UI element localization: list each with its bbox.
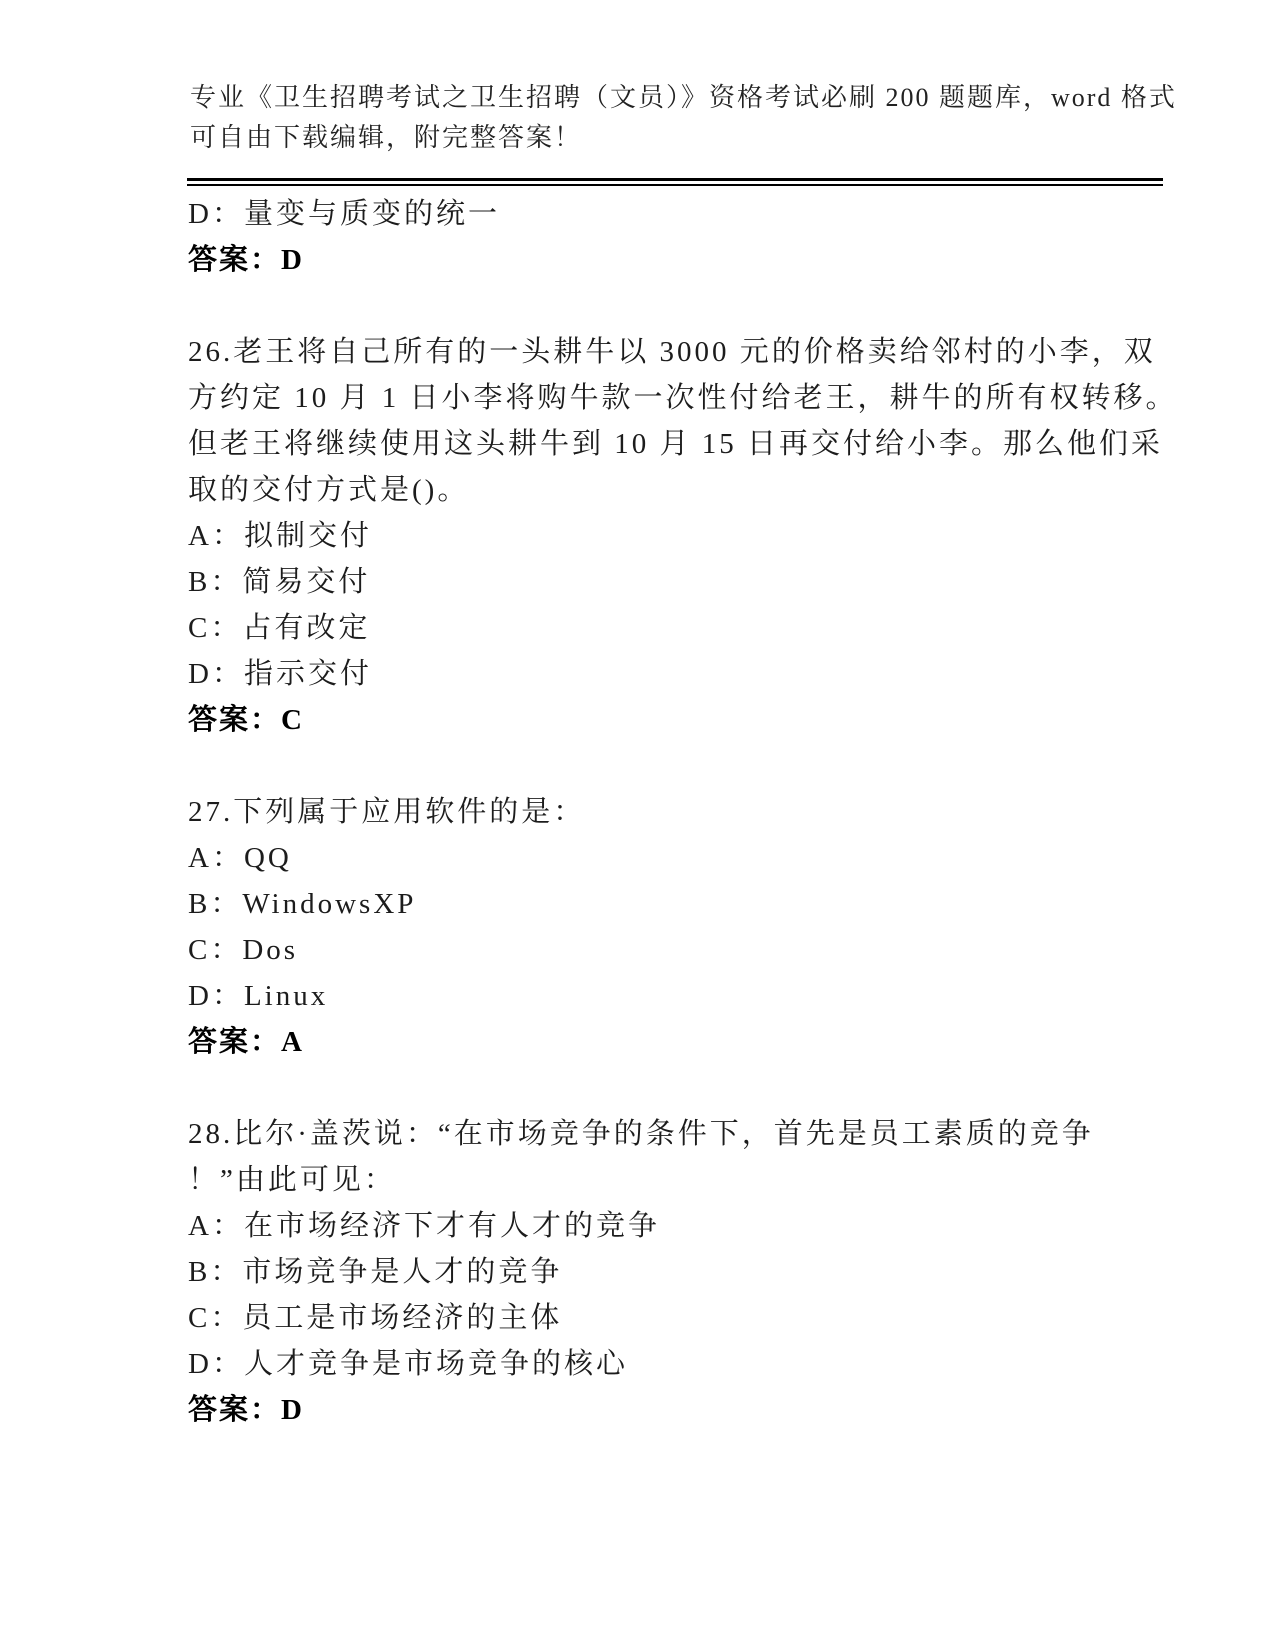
blank-line: [188, 1065, 1188, 1111]
question-26-stem-line-1: 26.老王将自己所有的一头耕牛以 3000 元的价格卖给邻村的小李，双: [188, 336, 1156, 368]
answer-line: 答案：D: [188, 244, 304, 276]
question-27-option-line-4: D：Linux: [188, 980, 329, 1012]
question-28-option-line-1: A：在市场经济下才有人才的竞争: [188, 1210, 660, 1242]
question-26-option-line-1: A：拟制交付: [188, 520, 372, 552]
question-28-option-line-3: C：员工是市场经济的主体: [188, 1302, 563, 1334]
question-26-option-line-4: D：指示交付: [188, 658, 372, 690]
question-26-stem-line-4: 取的交付方式是()。: [188, 474, 470, 506]
carryover-option-line: D：量变与质变的统一: [188, 198, 500, 230]
question-27-stem-line-1: 27.下列属于应用软件的是：: [188, 796, 586, 828]
answer-line: 答案：D: [188, 1394, 304, 1426]
question-26-option-line-3: C：占有改定: [188, 612, 371, 644]
page-header: [190, 78, 1177, 158]
answer-line: 答案：A: [188, 1026, 304, 1058]
question-28-option-line-4: D：人才竞争是市场竞争的核心: [188, 1348, 628, 1380]
question-28-stem-line-2: ！”由此可见：: [188, 1164, 396, 1196]
question-26-stem-line-3: 但老王将继续使用这头耕牛到 10 月 15 日再交付给小李。那么他们采: [188, 428, 1164, 460]
question-28-option-line-2: B：市场竞争是人才的竞争: [188, 1256, 563, 1288]
blank-line: [188, 743, 1188, 789]
page-header-line-1: 专业《卫生招聘考试之卫生招聘（文员）》资格考试必刷 200 题题库，word 格式: [190, 83, 1177, 112]
question-28-stem-line-1: 28.比尔·盖茨说：“在市场竞争的条件下，首先是员工素质的竞争: [188, 1118, 1094, 1150]
question-27-option-line-2: B：WindowsXP: [188, 888, 417, 920]
question-27-option-line-3: C：Dos: [188, 934, 299, 966]
question-26-option-line-2: B：简易交付: [188, 566, 371, 598]
answer-line: 答案：C: [188, 704, 304, 736]
document-body: [188, 191, 1188, 1433]
blank-line: [188, 283, 1188, 329]
question-27-option-line-1: A：QQ: [188, 842, 292, 874]
page-header-line-2: 可自由下载编辑，附完整答案！: [190, 123, 583, 152]
header-separator-rule: [187, 178, 1163, 186]
question-26-stem-line-2: 方约定 10 月 1 日小李将购牛款一次性付给老王，耕牛的所有权转移。: [188, 382, 1178, 414]
